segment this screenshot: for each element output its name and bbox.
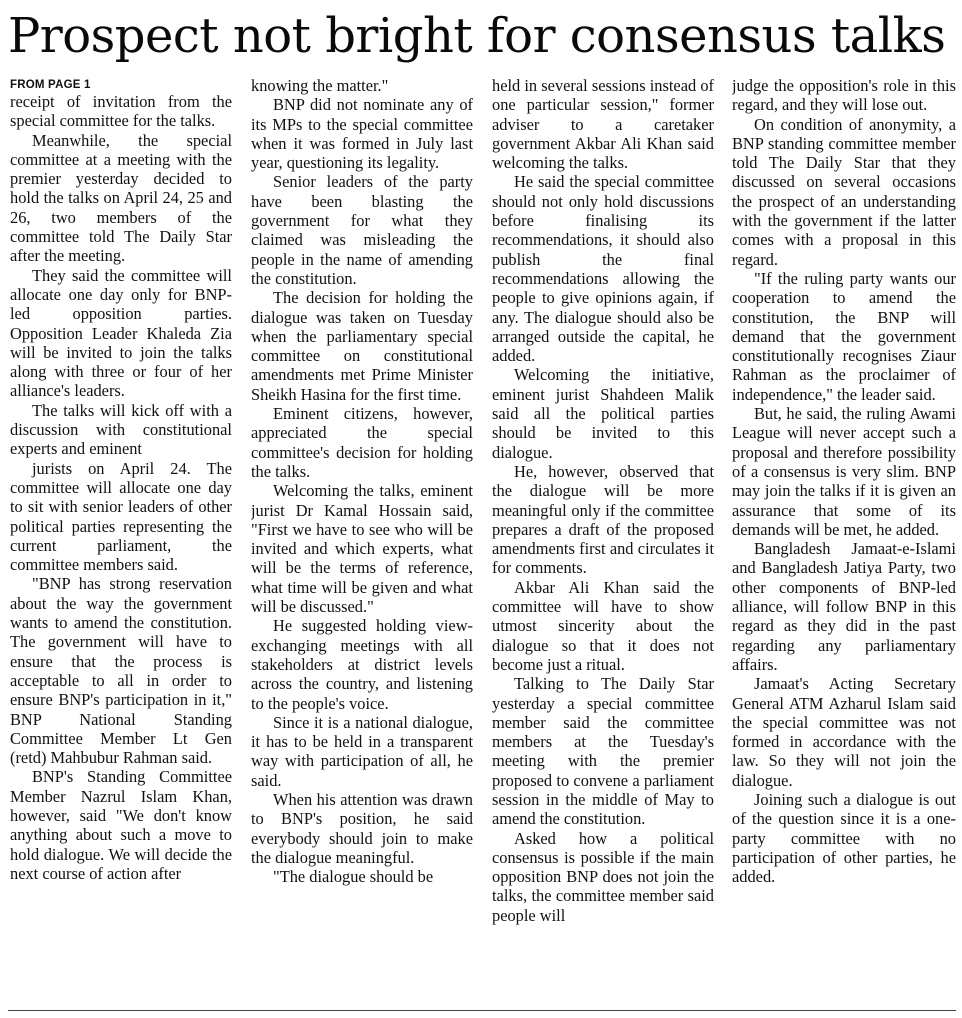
paragraph: Senior leaders of the party have been blasting the government for what they claimed was misleading the people in the name of amending the constitution. xyxy=(251,172,473,288)
paragraph: The decision for holding the dialogue was taken on Tuesday when the parliamentary special committee on constitutional amendments met Prime Minister Sheikh Hasina for the first time. xyxy=(251,288,473,404)
paragraph: BNP did not nominate any of its MPs to the special committee when it was formed in July last year, questioning its legality. xyxy=(251,95,473,173)
paragraph: When his attention was drawn to BNP's position, he said everybody should join to make the dialogue meaningful. xyxy=(251,789,473,867)
paragraph: "If the ruling party wants our cooperation to amend the constitution, the BNP will demand that the government constitutionally recognises Ziaur Rahman as the proclaimer of independence," the leader said. xyxy=(732,268,956,404)
headline: Prospect not bright for consensus talks xyxy=(8,8,946,64)
paragraph: Meanwhile, the special committee at a meeting with the premier yesterday decided to hold the talks on April 24, 25 and 26, two members of the committee told The Daily Star after the meeting. xyxy=(10,130,232,266)
article-body xyxy=(10,76,956,1004)
paragraph: receipt of invitation from the special committee for the talks. xyxy=(10,92,232,131)
article-column-4 xyxy=(732,76,956,1004)
paragraph: Jamaat's Acting Secretary General ATM Azharul Islam said the special committee was not formed in accordance with the law. So they will not join the dialogue. xyxy=(732,674,956,790)
paragraph: Welcoming the initiative, eminent jurist Shahdeen Malik said all the political parties should be invited to this dialogue. xyxy=(492,365,714,462)
paragraph: judge the opposition's role in this regard, and they will lose out. xyxy=(732,76,956,115)
paragraph: BNP's Standing Committee Member Nazrul Islam Khan, however, said "We don't know anything about such a move to hold dialogue. We will decide the next course of action after xyxy=(10,767,232,883)
paragraph: He suggested holding view-exchanging meetings with all stakeholders at district levels across the country, and listening to the people's voice. xyxy=(251,616,473,713)
paragraph: knowing the matter." xyxy=(251,76,389,95)
paragraph: Joining such a dialogue is out of the question since it is a one-party committee with no participation of other parties, he added. xyxy=(732,789,956,887)
paragraph: The talks will kick off with a discussion with constitutional experts and eminent xyxy=(10,400,232,459)
paragraph: He, however, observed that the dialogue will be more meaningful only if the committee prepares a draft of the proposed amendments first and circulates it for comments. xyxy=(492,461,714,578)
paragraph: Welcoming the talks, eminent jurist Dr Kamal Hossain said, "First we have to see who will be invited and which experts, what will be the terms of reference, what time will be given and what will be discussed." xyxy=(251,481,473,617)
paragraph: Asked how a political consensus is possible if the main opposition BNP does not join the talks, the committee member said people will xyxy=(492,828,714,925)
paragraph: They said the committee will allocate one day only for BNP-led opposition parties. Opposition Leader Khaleda Zia will be invited to join the talks along with three or four of her alliance's leaders. xyxy=(10,265,232,401)
kicker-from-page-1: FROM PAGE 1 xyxy=(10,79,91,91)
bottom-rule xyxy=(8,1010,956,1011)
paragraph: "The dialogue should be xyxy=(273,867,434,887)
paragraph: Talking to The Daily Star yesterday a special committee member said the committee members at the Tuesday's meeting with the premier proposed to convene a parliament session in the middle of May to amend the constitution. xyxy=(492,674,714,829)
article-column-1 xyxy=(10,76,232,1004)
paragraph: But, he said, the ruling Awami League will never accept such a proposal and therefore possibility of a consensus is very slim. BNP may join the talks if it is given an assurance that some of its demands will be met, he added. xyxy=(732,404,956,539)
paragraph: Bangladesh Jamaat-e-Islami and Bangladesh Jatiya Party, two other components of BNP-led alliance, will follow BNP in this regard as they did in the past regarding any parliamentary affairs. xyxy=(732,539,956,674)
paragraph: held in several sessions instead of one particular session," former adviser to a caretaker government Akbar Ali Khan said welcoming the talks. xyxy=(492,76,714,173)
paragraph: Since it is a national dialogue, it has to be held in a transparent way with participation of all, he said. xyxy=(251,712,473,790)
paragraph: Eminent citizens, however, appreciated the special committee's decision for holding the talks. xyxy=(251,404,473,481)
paragraph: jurists on April 24. The committee will allocate one day to sit with senior leaders of other political parties representing the current parliament, the committee members said. xyxy=(10,458,232,575)
paragraph: On condition of anonymity, a BNP standing committee member told The Daily Star that they discussed on several occasions the prospect of an understanding with the government if the latter comes with a proposal in this regard. xyxy=(732,114,956,269)
article-column-2 xyxy=(251,76,473,1004)
paragraph: "BNP has strong reservation about the way the government wants to amend the constitution. The government will have to ensure that the process is acceptable to all in order to ensure BNP's participation in it," BNP National Standing Committee Member Lt Gen (retd) Mahbubur Rahman said. xyxy=(10,574,232,768)
paragraph: Akbar Ali Khan said the committee will have to show utmost sincerity about the dialogue so that it does not become just a ritual. xyxy=(492,577,714,674)
paragraph: He said the special committee should not only hold discussions before finalising its recommendations, it should also publish the final recommendations allowing the people to give opinions again, if any. The dialogue should also be arranged outside the capital, he added. xyxy=(492,172,714,366)
article-column-3 xyxy=(492,76,714,1004)
